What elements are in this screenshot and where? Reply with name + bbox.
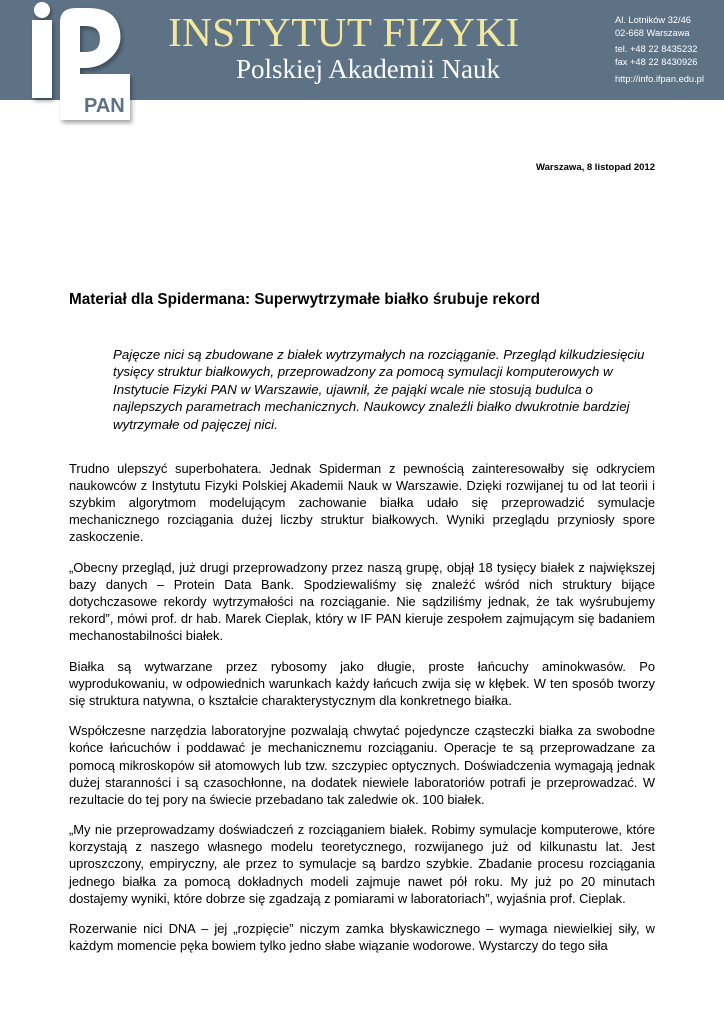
contact-block [615,14,704,86]
address-line-1: Al. Lotników 32/46 [615,15,691,25]
document-title: Materiał dla Spidermana: Superwytrzymałe białko śrubuje rekord [69,291,540,308]
body-paragraph-6: Rozerwanie nici DNA – jej „rozpięcie” niczym zamka błyskawicznego – wymaga niewielkiej siły, w każdym momencie pęka bowiem tylko jedno słabe wiązanie wodorowe. Wystarczy do tego siła [69,921,655,954]
contact-url[interactable]: http://info.ifpan.edu.pl [615,74,704,85]
article-body [69,460,655,968]
body-paragraph-5: „My nie przeprowadzamy doświadczeń z rozciąganiem białek. Robimy symulacje komputerowe, które korzystają z naszego własnego modelu teoretycznego, rozwijanego już od kilkunastu lat. Jest uproszczony, empiryczny, ale przez to symulacje są bardzo szybkie. Zbadanie procesu rozciągania jednego białka za pomocą dokładnych modeli zajmuje nawet pół roku. My już po 20 minutach dostajemy wyniki, które dobrze się zgadzają z pomiarami w laboratoriach”, wyjaśnia prof. Cieplak. [69,822,655,906]
contact-fax: fax +48 22 8430926 [615,56,698,67]
document-date: Warszawa, 8 listopad 2012 [536,162,655,173]
body-paragraph-1: Trudno ulepszyć superbohatera. Jednak Spiderman z pewnością zainteresowałby się odkryciem naukowców z Instytutu Fizyki Polskiej Akademii Nauk w Warszawie. Dzięki rozwijanej tu od lat teorii i szybkim algorytmom modelującym zachowanie białka udało się przeprowadzić symulacje mechanicznego rozciągania dużej liczby struktur białkowych. Wyniki przeglądu przyniosły spore zaskoczenie. [69,461,655,545]
body-paragraph-4: Współczesne narzędzia laboratoryjne pozwalają chwytać pojedyncze cząsteczki białka za swobodne końce łańcuchów i poddawać je mechanicznemu rozciąganiu. Operacje te są przeprowadzane za pomocą mikroskopów sił atomowych lub tzw. szczypiec optycznych. Doświadczenia wymagają jednak dużej staranności i są czasochłonne, na dodatek niewiele laboratoriów potrafi je przeprowadzać. W rezultacie do tej pory na świecie przebadano tak zaledwie ok. 100 białek. [69,723,655,807]
contact-tel: tel. +48 22 8435232 [615,44,698,55]
letterhead-band [0,0,724,117]
body-paragraph-2: „Obecny przegląd, już drugi przeprowadzony przez naszą grupę, objął 18 tysięcy białek z największej bazy danych – Protein Data Bank. Spodziewaliśmy się znaleźć wśród nich struktury bijące dotychczasowe rekordy wytrzymałości na rozciąganie. Nie sądziliśmy jednak, że tak wyśrubujemy rekord”, mówi prof. dr hab. Marek Cieplak, który w IF PAN kieruje zespołem zajmującym się badaniem mechanostabilności białek. [69,559,655,644]
lead-paragraph: Pajęcze nici są zbudowane z białek wytrzymałych na rozciąganie. Przegląd kilkudziesięciu tysięcy struktur białkowych, przeprowadzony za pomocą symulacji komputerowych w Instytucie Fizyki PAN w Warszawie, ujawnił, że pająki wcale nie stosują budulca o najlepszych parametrach mechanicznych. Naukowcy znaleźli białko dwukrotnie bardziej wytrzymałe od pajęczej nici. [113,347,645,432]
institute-name: INSTYTUT FIZYKI [168,9,520,55]
body-paragraph-3: Białka są wytwarzane przez rybosomy jako długie, proste łańcuchy aminokwasów. Po wyprodukowaniu, w odpowiednich warunkach każdy łańcuch zwija się w kłębek. W ten sposób tworzy się struktura natywna, o kształcie charakterystycznym dla konkretnego białka. [69,658,655,708]
institute-subtitle: Polskiej Akademii Nauk [236,54,500,84]
ifpan-logo [26,2,136,126]
logo-pan-text: PAN [84,95,125,117]
address-line-2: 02-668 Warszawa [615,27,690,38]
